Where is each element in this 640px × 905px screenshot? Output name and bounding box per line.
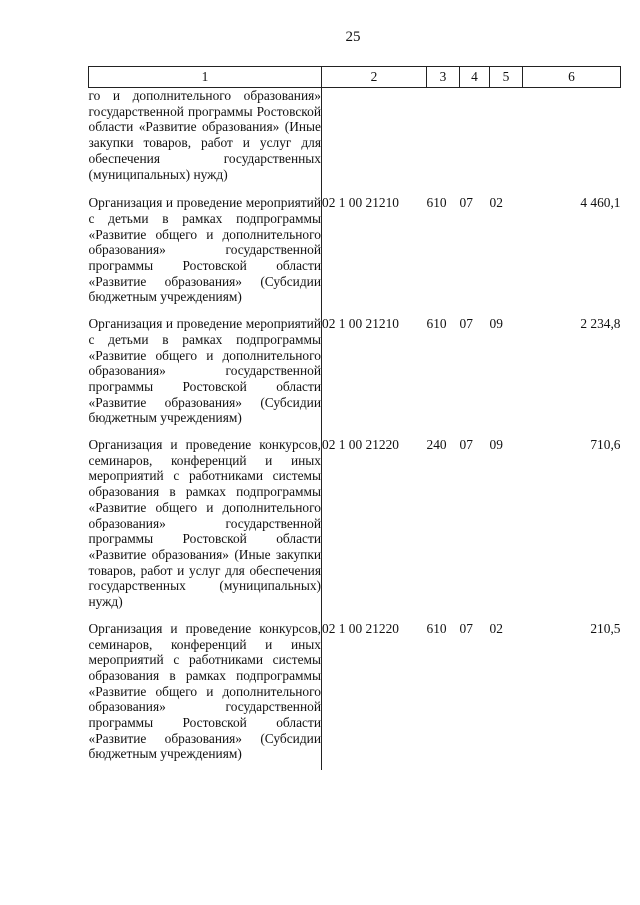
row-rz: 07 <box>459 316 473 332</box>
row-pr: 02 <box>489 620 503 636</box>
row-vr: 610 <box>426 620 447 636</box>
row-vr <box>427 88 460 193</box>
row-sum: 710,6 <box>590 437 621 453</box>
col-header-1: 1 <box>89 67 322 88</box>
row-code: 02 1 00 21210 <box>322 316 399 332</box>
row-sum: 210,5 <box>590 620 621 636</box>
row-pr: 02 <box>489 195 503 211</box>
row-rz: 07 <box>459 195 473 211</box>
row-sum: 4 460,1 <box>580 195 621 211</box>
row-sum <box>523 88 621 193</box>
col-header-5: 5 <box>490 67 523 88</box>
row-description: Организация и проведение конкурсов, семинаров, конференций и иных мероприятий с работниками системы образования в рамках подпрограммы «Развитие общего и дополнительного образования» государственной программы Ростовской области «Развитие образования» (Иные закупки товаров, работ и услуг для обеспечения государственных (муниципальных) нужд) <box>89 434 322 618</box>
row-vr: 610 <box>426 195 447 211</box>
table-row <box>89 434 621 618</box>
col-header-4: 4 <box>460 67 490 88</box>
row-code: 02 1 00 21210 <box>322 195 399 211</box>
row-vr: 610 <box>426 316 447 332</box>
row-description: го и дополнительного образования» государственной программы Ростовской области «Развитие образования» (Иные закупки товаров, работ и услуг для обеспечения государственных (муниципальных) нужд) <box>89 88 322 193</box>
row-pr: 09 <box>489 437 503 453</box>
row-description: Организация и проведение конкурсов, семинаров, конференций и иных мероприятий с работниками системы образования в рамках подпрограммы «Развитие общего и дополнительного образования» государственной программы Ростовской области «Развитие образования» (Субсидии бюджетным учреждениям) <box>89 618 322 770</box>
table-row <box>89 313 621 434</box>
budget-table <box>88 66 621 770</box>
row-sum: 2 234,8 <box>580 316 621 332</box>
row-description: Организация и проведение мероприятий с детьми в рамках подпрограммы «Развитие общего и дополнительного образования» государственной программы Ростовской области «Развитие образования» (Субсидии бюджетным учреждениям) <box>89 192 322 313</box>
col-header-6: 6 <box>523 67 621 88</box>
row-code: 02 1 00 21220 <box>322 437 399 453</box>
table-row <box>89 88 621 193</box>
row-rz: 07 <box>459 620 473 636</box>
row-pr <box>490 88 523 193</box>
col-header-2: 2 <box>322 67 427 88</box>
header-row <box>89 67 621 88</box>
row-rz <box>460 88 490 193</box>
row-code <box>322 88 427 193</box>
table-row <box>89 192 621 313</box>
row-rz: 07 <box>459 437 473 453</box>
row-pr: 09 <box>489 316 503 332</box>
row-description: Организация и проведение мероприятий с детьми в рамках подпрограммы «Развитие общего и дополнительного образования» государственной программы Ростовской области «Развитие образования» (Субсидии бюджетным учреждениям) <box>89 313 322 434</box>
col-header-3: 3 <box>427 67 460 88</box>
page-number: 25 <box>345 29 361 45</box>
row-vr: 240 <box>426 437 447 453</box>
table-row <box>89 618 621 770</box>
row-code: 02 1 00 21220 <box>322 620 399 636</box>
